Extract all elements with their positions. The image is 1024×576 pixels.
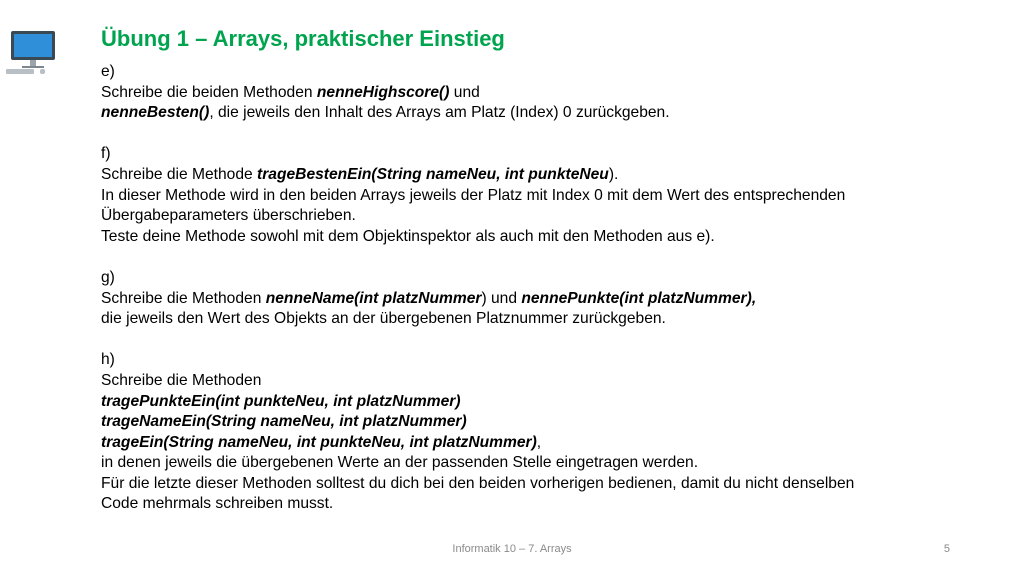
text-line: in denen jeweils die übergebenen Werte an der passenden Stelle eingetragen werden. xyxy=(101,454,699,472)
text-line: Schreibe die Methode trageBestenEin(String nameNeu, int punkteNeu). xyxy=(101,165,619,183)
text-line: die jeweils den Wert des Objekts an der übergebenen Platznummer zurückgeben. xyxy=(101,310,666,328)
exercise-text xyxy=(101,62,1001,515)
text-line: Schreibe die Methoden xyxy=(101,371,262,389)
blank-line xyxy=(101,124,1001,145)
method-signature: trageNameEin(String nameNeu, int platzNummer) xyxy=(101,413,467,431)
method-signature: tragePunkteEin(int punkteNeu, int platzNummer) xyxy=(101,392,461,410)
text-line: nenneBesten(), die jeweils den Inhalt des Arrays am Platz (Index) 0 zurückgeben. xyxy=(101,104,670,122)
section-label-f: f) xyxy=(101,145,111,163)
section-label-g: g) xyxy=(101,268,115,286)
text-line: Für die letzte dieser Methoden solltest du dich bei den beiden vorherigen bedienen, damit du nicht denselben xyxy=(101,474,855,492)
section-label-e: e) xyxy=(101,63,115,80)
page-number: 5 xyxy=(943,543,950,555)
text-line: Übergabeparameters überschrieben. xyxy=(101,207,356,225)
text-line: Code mehrmals schreiben musst. xyxy=(101,495,334,513)
computer-icon xyxy=(4,28,60,76)
footer-text: Informatik 10 – 7. Arrays xyxy=(452,543,572,555)
blank-line xyxy=(101,330,1001,351)
section-label-h: h) xyxy=(101,351,115,369)
text-line: Schreibe die beiden Methoden nenneHighscore() und xyxy=(101,83,480,101)
method-signature: trageEin(String nameNeu, int punkteNeu, int platzNummer), xyxy=(101,433,542,451)
text-line: Teste deine Methode sowohl mit dem Objektinspektor als auch mit den Methoden aus e). xyxy=(101,227,715,245)
text-line: Schreibe die Methoden nenneName(int platzNummer) und nennePunkte(int platzNummer), xyxy=(101,289,757,307)
text-line: In dieser Methode wird in den beiden Arrays jeweils der Platz mit Index 0 mit dem Wert des entsprechenden xyxy=(101,186,846,204)
blank-line xyxy=(101,247,1001,268)
page-title: Übung 1 – Arrays, praktischer Einstieg xyxy=(101,26,505,51)
